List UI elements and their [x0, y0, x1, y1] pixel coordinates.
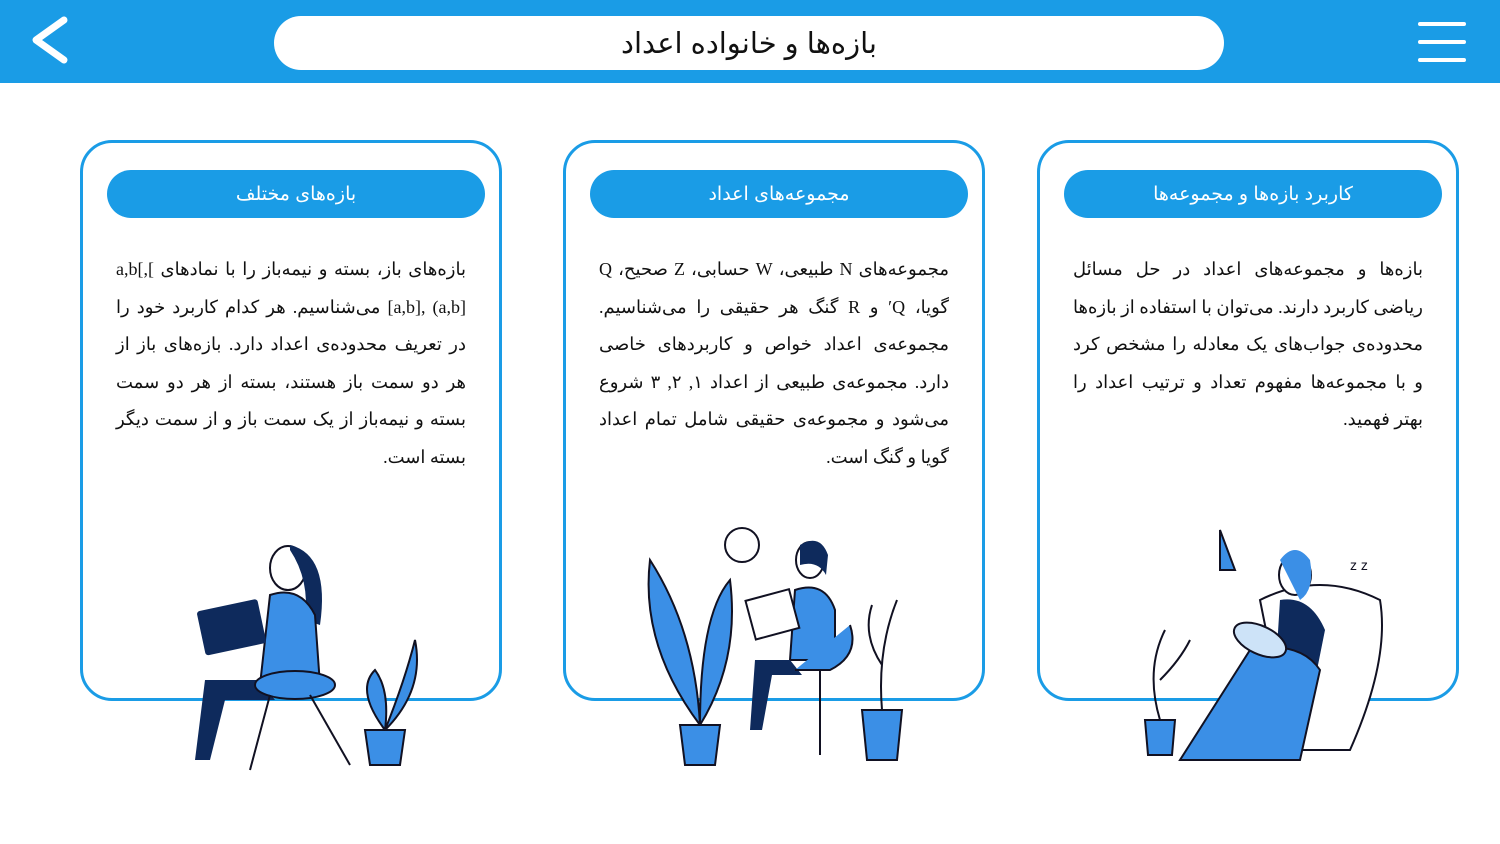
svg-text:z z: z z — [1350, 557, 1368, 573]
card-title: بازه‌های مختلف — [107, 170, 485, 218]
woman-plants-illustration — [640, 525, 925, 770]
card-title: کاربرد بازه‌ها و مجموعه‌ها — [1064, 170, 1442, 218]
card-text: مجموعه‌های N طبیعی، W حسابی، Z صحیح، Q گویا، Q′ و R گنگ هر حقیقی را می‌شناسیم. مجموعه‌ی اعداد خواص و کاربردهای خاصی دارد. مجموعه‌ی طبیعی از اعداد ۱, ۲, ۳ شروع می‌شود و مجموعه‌ی حقیقی شامل تمام اعداد گویا و گنگ است. — [599, 259, 950, 467]
card-text: بازه‌های باز، بسته و نیمه‌باز را با نمادهای ]a,b[, [a,b], (a,b] می‌شناسیم. هر کدام کاربرد خود را در تعریف محدوده‌ی اعداد دارد. بازه‌های باز از هر دو سمت باز هستند، بسته از هر دو سمت بسته و نیمه‌باز از یک سمت باز و از سمت دیگر بسته است. — [116, 259, 466, 467]
woman-reading-illustration — [1130, 520, 1390, 785]
woman-laptop-illustration — [160, 530, 420, 775]
card-title: مجموعه‌های اعداد — [590, 170, 968, 218]
page-title: بازه‌ها و خانواده اعداد — [274, 16, 1224, 70]
hamburger-menu-icon[interactable] — [1418, 22, 1466, 62]
top-bar — [0, 0, 1500, 83]
back-arrow-icon[interactable] — [26, 14, 76, 66]
card-text: بازه‌ها و مجموعه‌های اعداد در حل مسائل ریاضی کاربرد دارند. می‌توان با استفاده از بازه‌ها محدوده‌ی جواب‌های یک معادله را مشخص کرد و با مجموعه‌ها مفهوم تعداد و ترتیب اعداد را بهتر فهمید. — [1073, 259, 1423, 429]
